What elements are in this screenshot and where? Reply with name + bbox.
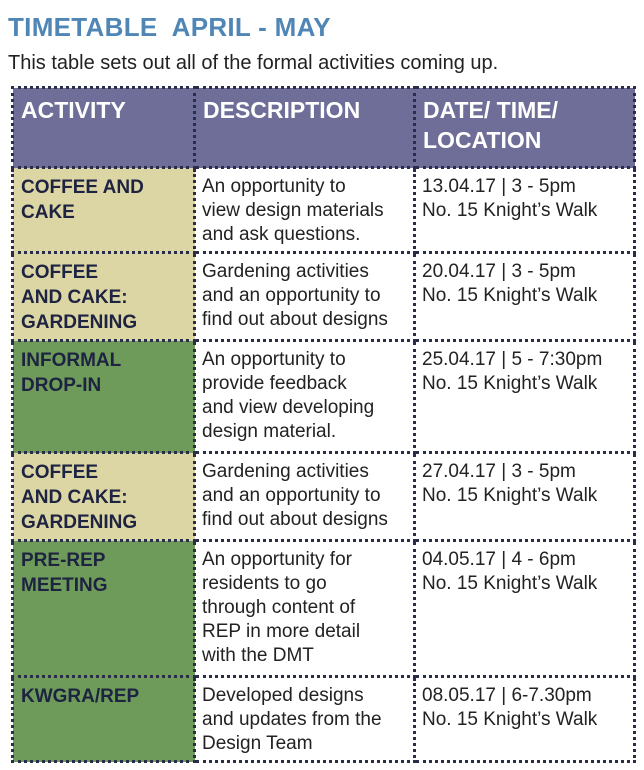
activity-line: PRE-REP <box>21 550 106 571</box>
location: No. 15 Knight’s Walk <box>422 373 598 394</box>
description-cell <box>195 168 415 253</box>
description-line: REP in more detail <box>202 621 361 642</box>
description-line: through content of <box>202 597 356 618</box>
activity-line: COFFEE <box>21 262 99 283</box>
date-cell <box>415 341 635 453</box>
header-datetime <box>415 88 635 168</box>
description-cell <box>195 541 415 677</box>
timetable <box>11 86 636 763</box>
header-row <box>13 88 635 168</box>
activity-line: COFFEE AND <box>21 177 144 198</box>
date-cell <box>415 253 635 341</box>
description-line: with the DMT <box>202 645 314 666</box>
description-line: Developed designs <box>202 685 364 706</box>
description-line: and view developing <box>202 397 375 418</box>
description-line: An opportunity to <box>202 176 346 197</box>
description-line: Gardening activities <box>202 261 369 282</box>
date-cell <box>415 453 635 541</box>
header-datetime-line2: LOCATION <box>423 127 542 153</box>
activity-line: AND CAKE: <box>21 487 128 508</box>
activity-cell <box>13 168 195 253</box>
description-line: view design materials <box>202 200 384 221</box>
header-datetime-line1: DATE/ TIME/ <box>423 97 559 123</box>
activity-line: CAKE <box>21 202 75 223</box>
description-cell <box>195 677 415 762</box>
table-row <box>13 541 635 677</box>
activity-line: DROP-IN <box>21 375 102 396</box>
date-time: 13.04.17 | 3 - 5pm <box>422 176 576 197</box>
description-line: find out about designs <box>202 509 388 530</box>
date-time: 27.04.17 | 3 - 5pm <box>422 461 576 482</box>
description-line: and an opportunity to <box>202 285 381 306</box>
location: No. 15 Knight’s Walk <box>422 573 598 594</box>
location: No. 15 Knight’s Walk <box>422 285 598 306</box>
date-time: 20.04.17 | 3 - 5pm <box>422 261 576 282</box>
activity-cell <box>13 341 195 453</box>
activity-line: MEETING <box>21 575 108 596</box>
table-row <box>13 253 635 341</box>
description-line: design material. <box>202 421 337 442</box>
activity-line: KWGRA/REP <box>21 686 140 707</box>
page-title: TIMETABLE APRIL - MAY <box>8 12 331 42</box>
header-description: DESCRIPTION <box>195 88 415 168</box>
table-row <box>13 453 635 541</box>
activity-line: GARDENING <box>21 512 138 533</box>
location: No. 15 Knight’s Walk <box>422 200 598 221</box>
date-cell <box>415 541 635 677</box>
description-cell <box>195 341 415 453</box>
location: No. 15 Knight’s Walk <box>422 709 598 730</box>
activity-cell <box>13 541 195 677</box>
description-line: and ask questions. <box>202 224 361 245</box>
activity-line: INFORMAL <box>21 350 122 371</box>
description-line: residents to go <box>202 573 327 594</box>
description-line: and updates from the <box>202 709 382 730</box>
header-activity: ACTIVITY <box>13 88 195 168</box>
description-line: An opportunity to <box>202 349 346 370</box>
table-row <box>13 677 635 762</box>
activity-cell <box>13 677 195 762</box>
date-time: 04.05.17 | 4 - 6pm <box>422 549 576 570</box>
description-cell <box>195 453 415 541</box>
description-line: provide feedback <box>202 373 347 394</box>
date-time: 25.04.17 | 5 - 7:30pm <box>422 349 603 370</box>
description-line: find out about designs <box>202 309 388 330</box>
description-line: An opportunity for <box>202 549 352 570</box>
description-line: Gardening activities <box>202 461 369 482</box>
date-cell <box>415 168 635 253</box>
description-line: and an opportunity to <box>202 485 381 506</box>
date-cell <box>415 677 635 762</box>
page-subtitle: This table sets out all of the formal activities coming up. <box>8 52 499 74</box>
activity-line: AND CAKE: <box>21 287 128 308</box>
location: No. 15 Knight’s Walk <box>422 485 598 506</box>
description-line: Design Team <box>202 733 313 754</box>
table-row <box>13 341 635 453</box>
description-cell <box>195 253 415 341</box>
date-time: 08.05.17 | 6-7.30pm <box>422 685 592 706</box>
activity-line: COFFEE <box>21 462 99 483</box>
table-row <box>13 168 635 253</box>
activity-cell <box>13 453 195 541</box>
activity-cell <box>13 253 195 341</box>
activity-line: GARDENING <box>21 312 138 333</box>
